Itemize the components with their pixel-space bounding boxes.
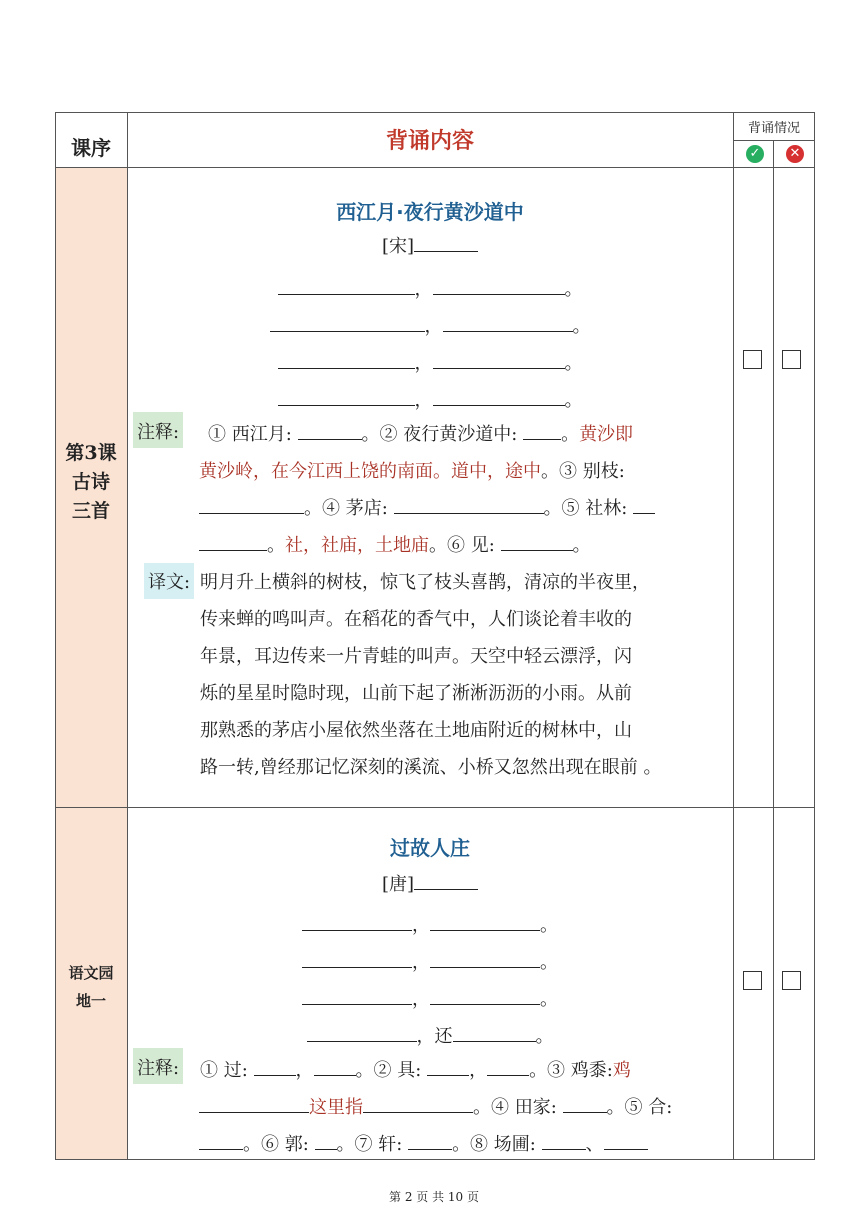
translation-line: 明月升上横斜的树枝，惊飞了枝头喜鹊，清凉的半夜里， — [200, 572, 650, 593]
verse-blank[interactable] — [302, 912, 412, 931]
verse-blank[interactable] — [307, 1023, 417, 1042]
note-line — [199, 531, 591, 557]
note-line — [199, 494, 655, 520]
poem-line — [127, 312, 733, 338]
verse-blank[interactable] — [278, 350, 415, 369]
verse-blank[interactable] — [430, 986, 540, 1005]
poem-line — [127, 349, 733, 375]
poem-line — [127, 985, 733, 1011]
verse-blank[interactable] — [278, 276, 415, 295]
translation-line: 烁的星星时隐时现，山前下起了淅淅沥沥的小雨。从前 — [200, 683, 632, 704]
note-text: 。⑥ 郭: — [243, 1134, 309, 1155]
verse-blank[interactable] — [302, 949, 412, 968]
note-blank[interactable] — [199, 532, 267, 551]
note-blank[interactable] — [487, 1057, 529, 1076]
verse-blank[interactable] — [443, 313, 573, 332]
recitation-table — [55, 112, 815, 1160]
verse-blank[interactable] — [430, 912, 540, 931]
poem-line — [127, 948, 733, 974]
note-text: 。④ 茅店: — [304, 498, 388, 519]
translation-label: 译文: — [144, 563, 194, 599]
header-lesson: 课序 — [71, 136, 111, 160]
period: 。 — [540, 915, 558, 936]
recited-checkbox[interactable] — [743, 971, 762, 990]
note-answer: 社，社庙，土地庙 — [285, 535, 429, 556]
note-text: 。⑥ 见: — [429, 535, 495, 556]
comma: ， — [414, 279, 433, 300]
note-text: 。⑤ 社林: — [543, 498, 628, 519]
author-blank[interactable] — [414, 871, 478, 890]
lesson-line: 语文园 — [68, 964, 114, 982]
note-line — [208, 420, 633, 446]
period: 。 — [564, 279, 583, 300]
note-blank[interactable] — [315, 1131, 337, 1150]
poem-dynasty-2 — [127, 870, 733, 896]
note-text: ， — [469, 1060, 488, 1081]
note-blank[interactable] — [199, 495, 304, 514]
poem-line — [127, 1022, 733, 1048]
verse-blank[interactable] — [270, 313, 425, 332]
verse-blank[interactable] — [278, 387, 415, 406]
period: 。 — [564, 390, 583, 411]
note-blank[interactable] — [501, 532, 573, 551]
comma: ， — [424, 316, 443, 337]
not-recited-checkbox[interactable] — [782, 971, 801, 990]
period: 。 — [572, 316, 591, 337]
cross-icon: ✕ — [786, 145, 804, 163]
note-text: 。② 夜行黄沙道中: — [361, 424, 518, 445]
translation-line: 年景，耳边传来一片青蛙的叫声。天空中轻云漂浮，闪 — [200, 646, 632, 667]
verse-blank[interactable] — [433, 387, 565, 406]
poem-dynasty-1 — [127, 232, 733, 258]
poem-title-1: 西江月·夜行黄沙道中 — [336, 200, 524, 224]
note-blank[interactable] — [254, 1057, 296, 1076]
note-text: 。 — [561, 424, 580, 445]
header-content: 背诵内容 — [385, 128, 474, 154]
note-label-1: 注释: — [133, 412, 183, 448]
comma: ， — [412, 952, 430, 973]
note-text: 。⑧ 场圃: — [452, 1134, 536, 1155]
verse-blank[interactable] — [453, 1023, 536, 1042]
note-answer: 黄沙岭，在今江西上饶的南面。道中，途中 — [199, 461, 541, 482]
note-line — [199, 1130, 648, 1156]
poem-line — [127, 386, 733, 412]
lesson-label-2 — [55, 957, 127, 1017]
period: 。 — [535, 1026, 554, 1047]
translation-line: 传来蝉的鸣叫声。在稻花的香气中，人们谈论着丰收的 — [200, 609, 632, 630]
note-label-2: 注释: — [133, 1048, 183, 1084]
verse-blank[interactable] — [433, 350, 565, 369]
note-blank[interactable] — [363, 1094, 473, 1113]
note-text: 。③ 鸡黍: — [529, 1060, 613, 1081]
comma: ， — [414, 353, 433, 374]
lesson-line: 地一 — [75, 992, 106, 1010]
poem-line — [127, 911, 733, 937]
verse-blank[interactable] — [302, 986, 412, 1005]
note-answer: 鸡 — [612, 1060, 631, 1081]
verse-word: ，还 — [416, 1026, 453, 1047]
comma: ， — [412, 989, 430, 1010]
check-icon: ✓ — [746, 145, 764, 163]
note-blank[interactable] — [604, 1131, 648, 1150]
note-line — [200, 1056, 631, 1082]
note-text: 。 — [267, 535, 285, 556]
poem-line — [127, 275, 733, 301]
author-blank[interactable] — [414, 233, 478, 252]
note-blank[interactable] — [314, 1057, 356, 1076]
note-blank[interactable] — [523, 421, 561, 440]
note-text: ① 过: — [200, 1060, 248, 1081]
note-text: 。⑦ 轩: — [336, 1134, 403, 1155]
period: 。 — [564, 353, 583, 374]
period: 。 — [540, 952, 558, 973]
note-blank[interactable] — [199, 1094, 309, 1113]
dynasty-text: [唐] — [381, 874, 415, 895]
note-line — [199, 1093, 672, 1119]
header-status: 背诵情况 — [747, 120, 800, 136]
comma: ， — [412, 915, 430, 936]
note-text: ① 西江月: — [208, 424, 292, 445]
note-blank[interactable] — [394, 495, 544, 514]
note-text: 。② 具: — [355, 1060, 422, 1081]
note-blank[interactable] — [408, 1131, 452, 1150]
note-text: ， — [295, 1060, 314, 1081]
recited-checkbox[interactable] — [743, 350, 762, 369]
note-text: 。④ 田家: — [473, 1097, 557, 1118]
note-answer: 这里指 — [309, 1097, 363, 1118]
lesson-line: 三首 — [71, 499, 110, 522]
period: 。 — [540, 989, 558, 1010]
lesson-label-1 — [55, 437, 127, 527]
note-blank[interactable] — [542, 1131, 586, 1150]
comma: ， — [414, 390, 433, 411]
note-blank[interactable] — [633, 495, 655, 514]
note-line — [199, 457, 625, 483]
translation-line: 那熟悉的茅店小屋依然坐落在土地庙附近的树林中，山 — [200, 720, 632, 741]
note-blank[interactable] — [199, 1131, 243, 1150]
note-text: 。 — [572, 535, 591, 556]
lesson-line: 第3课 — [65, 441, 117, 464]
verse-blank[interactable] — [430, 949, 540, 968]
note-text: 。③ 别枝: — [541, 461, 625, 482]
note-text: 、 — [585, 1134, 604, 1155]
note-blank[interactable] — [298, 421, 362, 440]
translation-line: 路一转,曾经那记忆深刻的溪流、小桥又忽然出现在眼前 。 — [200, 757, 662, 778]
note-blank[interactable] — [563, 1094, 607, 1113]
note-blank[interactable] — [427, 1057, 469, 1076]
not-recited-checkbox[interactable] — [782, 350, 801, 369]
dynasty-text: [宋] — [381, 236, 415, 257]
verse-blank[interactable] — [433, 276, 565, 295]
poem-title-2: 过故人庄 — [390, 836, 470, 860]
page-footer: 第 2 页 共 10 页 — [389, 1190, 479, 1204]
lesson-line: 古诗 — [71, 470, 110, 493]
note-text: 。⑤ 合: — [606, 1097, 673, 1118]
note-answer: 黄沙即 — [579, 424, 634, 445]
